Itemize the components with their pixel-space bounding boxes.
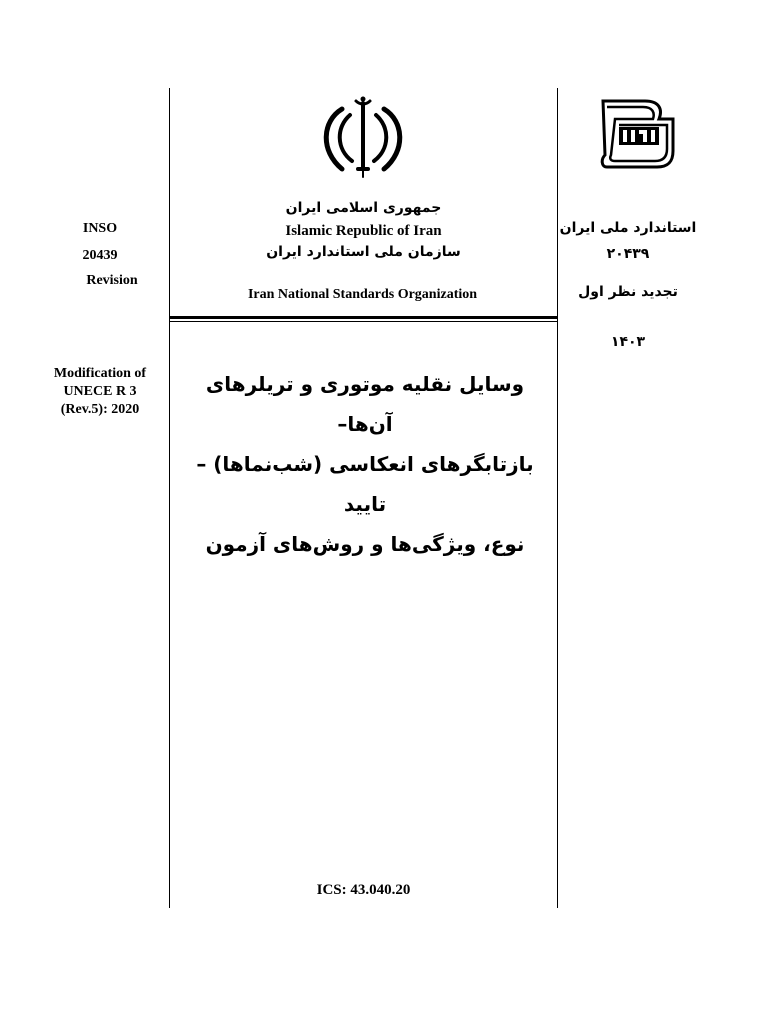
year-fa: ۱۴۰۳ (610, 334, 646, 350)
document-title (180, 364, 550, 564)
isiri-logo-icon (597, 97, 679, 171)
organization-name-en: Iran National Standards Organization (247, 287, 478, 302)
header-rule-thick (169, 316, 558, 319)
revision-fa: تجدید نظر اول (578, 284, 678, 300)
modification-label: Modification of (53, 366, 147, 381)
header-rule-thin (169, 321, 558, 322)
title-line-1: وسایل نقلیه موتوری و تریلرهای آن‌ها– (205, 372, 525, 436)
iran-emblem-icon (316, 95, 410, 181)
title-line-2: بازتابگرهای انعکاسی (شب‌نماها) – تایید (196, 452, 534, 516)
reference-revision: (Rev.5): 2020 (60, 402, 140, 417)
standard-number-fa: ۲۰۴۳۹ (606, 246, 650, 262)
title-line-3: نوع، ویژگی‌ها و روش‌های آزمون (205, 532, 525, 556)
republic-name-en: Islamic Republic of Iran (285, 223, 442, 239)
reference-label: UNECE R 3 (63, 384, 137, 399)
republic-name-fa: جمهوری اسلامی ایران (285, 200, 442, 216)
edition-label: Revision (86, 273, 138, 288)
organization-name-fa: سازمان ملی استاندارد ایران (266, 244, 461, 260)
standard-number: 20439 (82, 248, 118, 263)
ics-code: ICS: 43.040.20 (316, 882, 411, 898)
standard-code: INSO (82, 221, 118, 236)
national-standard-fa: استاندارد ملی ایران (559, 220, 697, 236)
right-divider (557, 88, 558, 908)
